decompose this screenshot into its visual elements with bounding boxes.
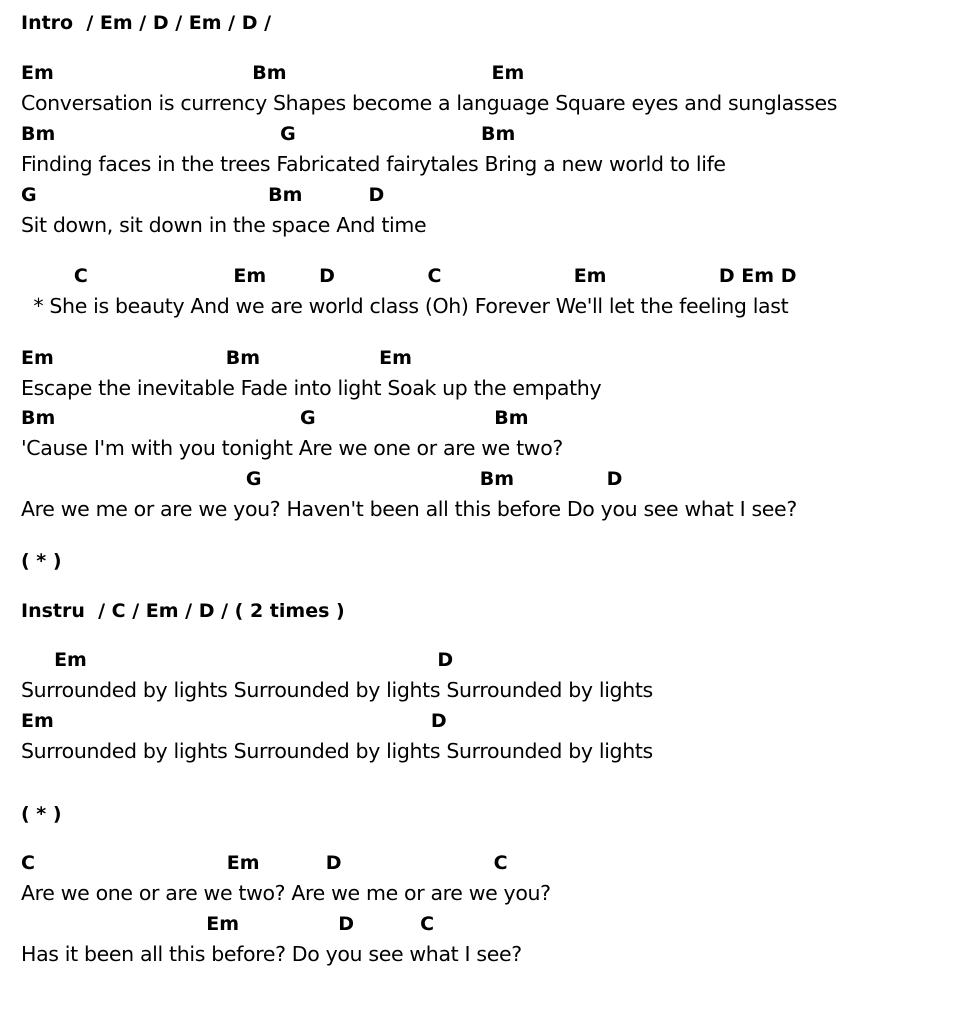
lyric-line: Are we me or are we you? Haven't been all this before Do you see what I see? bbox=[21, 497, 797, 521]
chord-line: Em Bm Em bbox=[21, 62, 525, 84]
instru-line: Instru / C / Em / D / ( 2 times ) bbox=[21, 600, 345, 622]
lyric-line: Are we one or are we two? Are we me or are we you? bbox=[21, 881, 551, 905]
lyric-line: Sit down, sit down in the space And time bbox=[21, 213, 427, 237]
lyric-line: Finding faces in the trees Fabricated fairytales Bring a new world to life bbox=[21, 152, 726, 176]
lyric-line: Conversation is currency Shapes become a language Square eyes and sunglasses bbox=[21, 91, 838, 115]
chorus-reference: ( * ) bbox=[21, 803, 62, 825]
intro-line: Intro / Em / D / Em / D / bbox=[21, 12, 272, 34]
lyric-line: Has it been all this before? Do you see what I see? bbox=[21, 942, 522, 966]
chord-line: Em D bbox=[21, 710, 447, 732]
lyric-line: 'Cause I'm with you tonight Are we one or are we two? bbox=[21, 436, 563, 460]
lyric-line: Surrounded by lights Surrounded by lights Surrounded by lights bbox=[21, 739, 653, 763]
chord-line: Em Bm Em bbox=[21, 347, 412, 369]
chord-line: C Em D C bbox=[21, 852, 508, 874]
chord-line: Bm G Bm bbox=[21, 123, 516, 145]
chorus-reference: ( * ) bbox=[21, 550, 62, 572]
chord-line: C Em D C Em D Em D bbox=[21, 265, 797, 287]
chord-line: Em D bbox=[21, 649, 454, 671]
chord-line: G Bm D bbox=[21, 468, 623, 490]
lyric-line: Surrounded by lights Surrounded by lights Surrounded by lights bbox=[21, 678, 653, 702]
chord-line: Em D C bbox=[21, 913, 435, 935]
chord-line: Bm G Bm bbox=[21, 407, 529, 429]
lyric-line: Escape the inevitable Fade into light Soak up the empathy bbox=[21, 376, 602, 400]
lyric-line: * She is beauty And we are world class (Oh) Forever We'll let the feeling last bbox=[21, 294, 789, 318]
chord-line: G Bm D bbox=[21, 184, 385, 206]
